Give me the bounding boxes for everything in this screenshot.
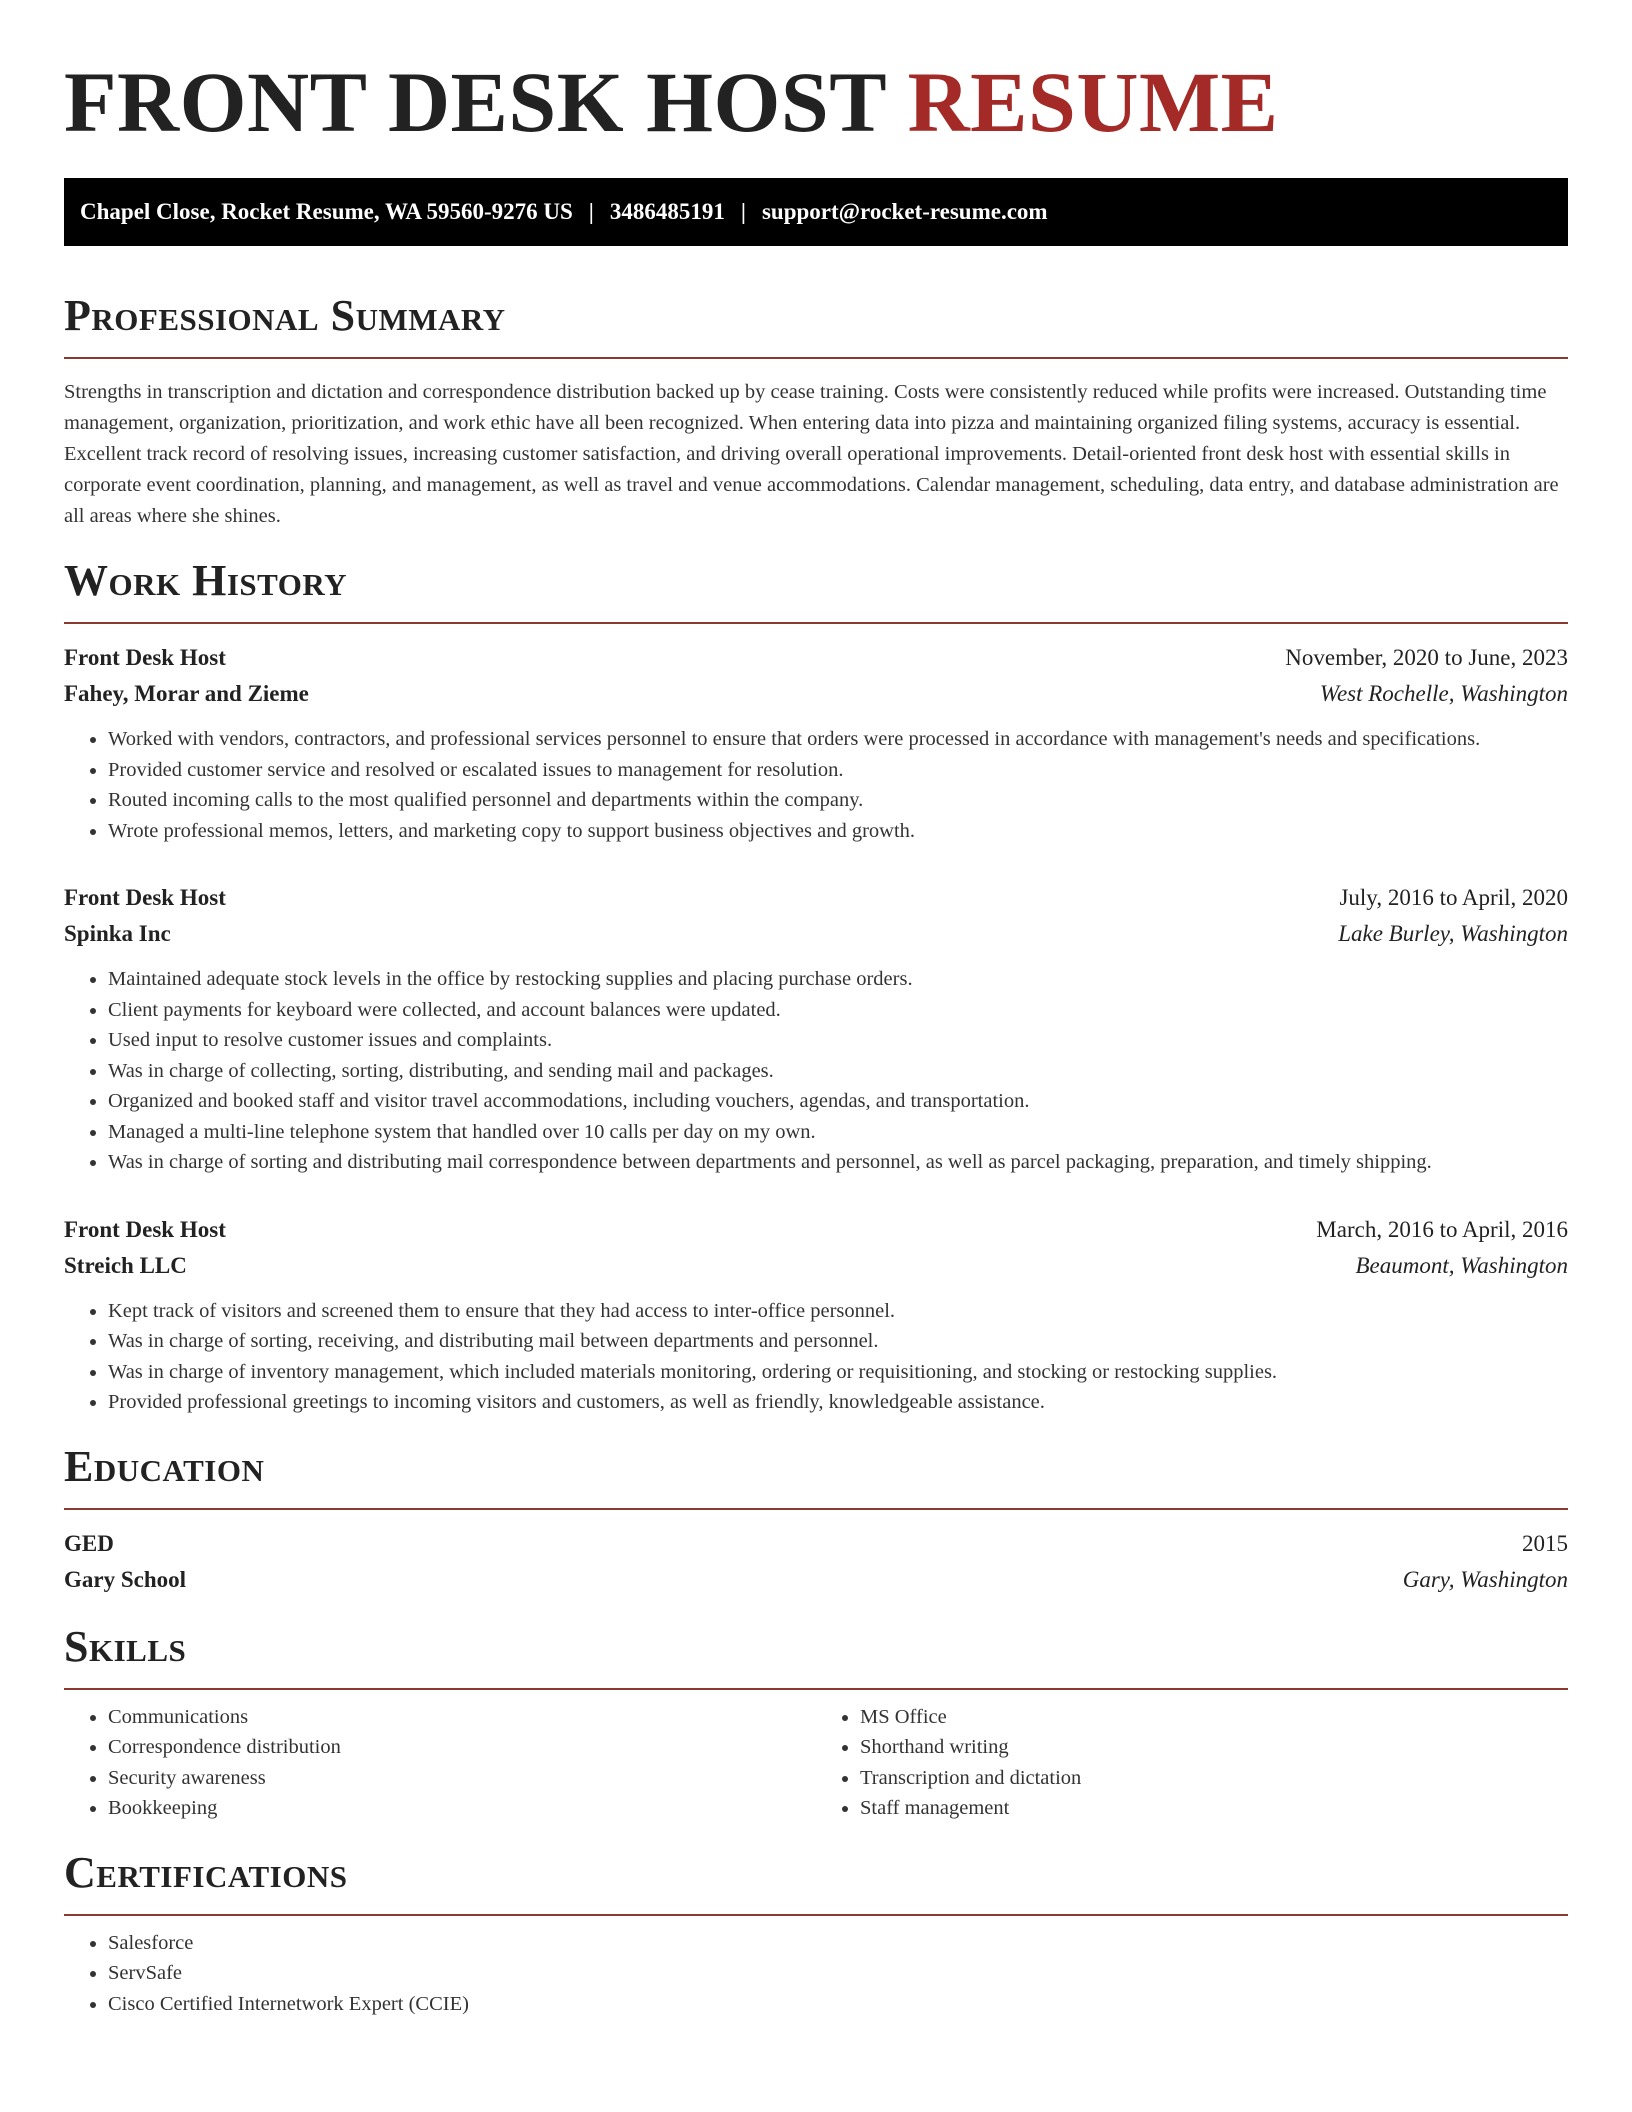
job-location: Lake Burley, Washington xyxy=(1338,921,1568,946)
section-divider xyxy=(64,357,1568,359)
certification-item: • Salesforce xyxy=(108,1928,1568,1959)
job-bullet: • Provided customer service and resolved or escalated issues to management for resolution. xyxy=(108,755,1568,786)
title-accent: RESUME xyxy=(907,54,1279,150)
job-bullet-list xyxy=(64,964,1568,1178)
contact-email: support@rocket-resume.com xyxy=(761,199,1048,224)
job-bullet: • Client payments for keyboard were collected, and account balances were updated. xyxy=(108,995,1568,1026)
job-bullet: • Wrote professional memos, letters, and marketing copy to support business objectives and growth. xyxy=(108,816,1568,847)
contact-separator: | xyxy=(588,199,594,224)
job-bullet: • Was in charge of inventory management, which included materials monitoring, ordering or requisitioning, and stocking or restocking supplies. xyxy=(108,1357,1568,1388)
skills-list-right xyxy=(816,1702,1568,1824)
job-company: Streich LLC xyxy=(64,1252,187,1278)
job-location: West Rochelle, Washington xyxy=(1319,681,1568,706)
skill-item: • Transcription and dictation xyxy=(860,1763,1568,1794)
resume-title xyxy=(64,52,1568,152)
section-heading-work-history: Work History xyxy=(64,556,348,605)
certifications-section xyxy=(64,1846,1568,2020)
skills-grid xyxy=(64,1702,1568,1824)
job-bullet: • Was in charge of sorting and distributing mail correspondence between departments and personnel, as well as parcel packaging, preparation, and timely shipping. xyxy=(108,1147,1568,1178)
section-heading-summary: Professional Summary xyxy=(64,291,506,340)
job-title: Front Desk Host xyxy=(64,885,226,910)
section-heading-skills: Skills xyxy=(64,1621,187,1671)
skills-section xyxy=(64,1620,1568,1824)
job-entry xyxy=(64,640,1568,846)
job-title: Front Desk Host xyxy=(64,645,226,670)
job-header-row xyxy=(64,640,1568,676)
skill-item: • MS Office xyxy=(860,1702,1568,1733)
job-bullet: • Routed incoming calls to the most qualified personnel and departments within the company. xyxy=(108,785,1568,816)
skill-item: • Bookkeeping xyxy=(108,1793,816,1824)
job-dates: November, 2020 to June, 2023 xyxy=(1285,645,1568,670)
contact-bar xyxy=(64,178,1568,246)
job-company-row xyxy=(64,1248,1568,1284)
job-header-row xyxy=(64,1212,1568,1248)
job-bullet: • Was in charge of sorting, receiving, and distributing mail between departments and personnel. xyxy=(108,1326,1568,1357)
education-school-row xyxy=(64,1562,1568,1598)
summary-text: Strengths in transcription and dictation and correspondence distribution backed up by cease training. Costs were consistently reduced while profits were increased. Outstanding time management, organization, prioritization, and work ethic have all been recognized. When entering data into pizza and maintaining organized filing systems, accuracy is essential. Excellent track record of resolving issues, increasing customer satisfaction, and driving overall operational improvements. Detail-oriented front desk host with essential skills in corporate event coordination, planning, and management, as well as travel and venue accommodations. Calendar management, scheduling, data entry, and database administration are all areas where she shines. xyxy=(64,381,1559,527)
certifications-list xyxy=(64,1928,1568,2020)
job-bullet-list xyxy=(64,724,1568,846)
skill-item: • Shorthand writing xyxy=(860,1732,1568,1763)
job-company-row xyxy=(64,676,1568,712)
job-bullet: • Managed a multi-line telephone system that handled over 10 calls per day on my own. xyxy=(108,1117,1568,1148)
contact-separator: | xyxy=(740,199,746,224)
job-bullet-list xyxy=(64,1296,1568,1418)
education-entry xyxy=(64,1526,1568,1598)
title-main: FRONT DESK HOST xyxy=(64,54,886,150)
job-company-row xyxy=(64,916,1568,952)
job-dates: March, 2016 to April, 2016 xyxy=(1316,1216,1568,1242)
job-bullet: • Maintained adequate stock levels in the office by restocking supplies and placing purchase orders. xyxy=(108,964,1568,995)
section-divider xyxy=(64,622,1568,624)
education-year: 2015 xyxy=(1522,1530,1568,1556)
section-heading-certifications: Certifications xyxy=(64,1847,348,1897)
section-divider xyxy=(64,1914,1568,1916)
job-entry xyxy=(64,1212,1568,1418)
education-header-row xyxy=(64,1526,1568,1562)
job-bullet: • Kept track of visitors and screened them to ensure that they had access to inter-office personnel. xyxy=(108,1296,1568,1327)
education-degree: GED xyxy=(64,1530,114,1556)
job-header-row xyxy=(64,880,1568,916)
contact-address: Chapel Close, Rocket Resume, WA 59560-9276 US xyxy=(80,199,573,224)
skills-list-left xyxy=(64,1702,816,1824)
job-company: Spinka Inc xyxy=(64,921,171,946)
job-bullet: • Was in charge of collecting, sorting, distributing, and sending mail and packages. xyxy=(108,1056,1568,1087)
job-bullet: • Organized and booked staff and visitor travel accommodations, including vouchers, agendas, and transportation. xyxy=(108,1086,1568,1117)
job-company: Fahey, Morar and Zieme xyxy=(64,681,309,706)
job-title: Front Desk Host xyxy=(64,1216,226,1242)
job-location: Beaumont, Washington xyxy=(1355,1252,1568,1278)
education-school: Gary School xyxy=(64,1566,187,1592)
job-bullet: • Worked with vendors, contractors, and professional services personnel to ensure that orders were processed in accordance with management's needs and specifications. xyxy=(108,724,1568,755)
certification-item: • ServSafe xyxy=(108,1958,1568,1989)
contact-phone: 3486485191 xyxy=(609,199,725,224)
job-dates: July, 2016 to April, 2020 xyxy=(1339,885,1568,910)
certification-item: • Cisco Certified Internetwork Expert (CCIE) xyxy=(108,1989,1568,2020)
section-divider xyxy=(64,1508,1568,1510)
work-history-section xyxy=(64,554,1568,1418)
skill-item: • Correspondence distribution xyxy=(108,1732,816,1763)
summary-section xyxy=(64,289,1568,532)
job-bullet: • Used input to resolve customer issues and complaints. xyxy=(108,1025,1568,1056)
skill-item: • Communications xyxy=(108,1702,816,1733)
education-section xyxy=(64,1440,1568,1598)
section-divider xyxy=(64,1688,1568,1690)
skill-item: • Staff management xyxy=(860,1793,1568,1824)
skill-item: • Security awareness xyxy=(108,1763,816,1794)
job-bullet: • Provided professional greetings to incoming visitors and customers, as well as friendly, knowledgeable assistance. xyxy=(108,1387,1568,1418)
job-entry xyxy=(64,880,1568,1178)
section-heading-education: Education xyxy=(64,1441,265,1491)
education-location: Gary, Washington xyxy=(1402,1566,1568,1592)
